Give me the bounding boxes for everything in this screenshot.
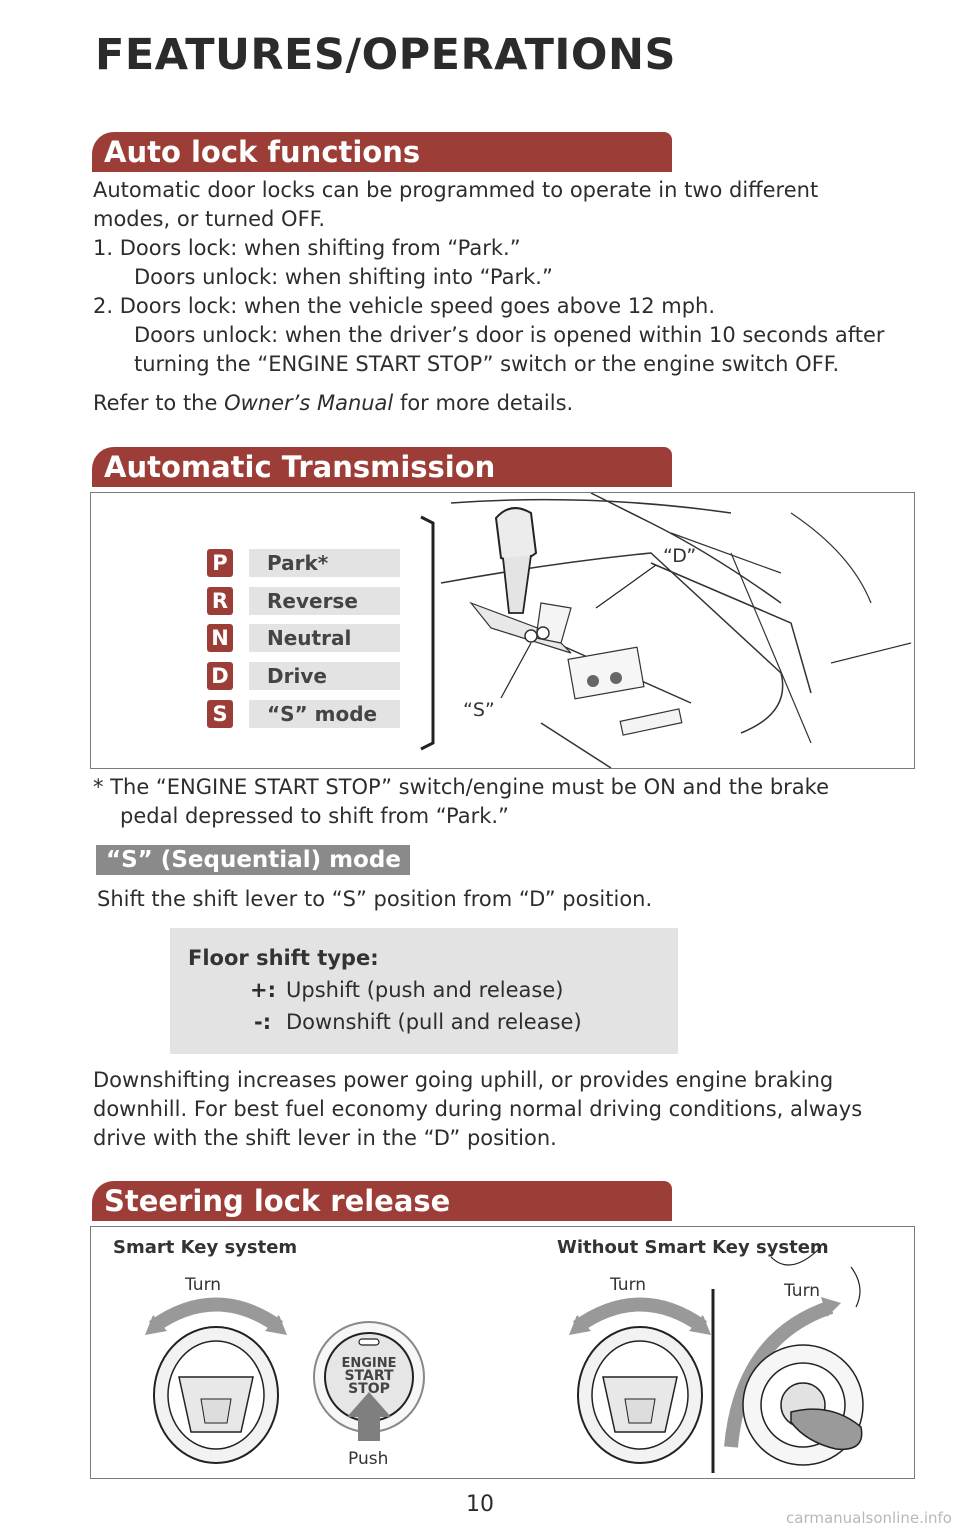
no-smart-key-label: Without Smart Key system	[557, 1237, 829, 1258]
owners-manual-ref: Owner’s Manual	[224, 391, 394, 415]
upshift-symbol: +:	[250, 978, 276, 1002]
watermark: carmanualsonline.info	[786, 1509, 952, 1527]
smart-key-label: Smart Key system	[113, 1237, 298, 1258]
gear-label-s-mode: “S” mode	[249, 700, 400, 728]
auto-lock-item1-lock: 1. Doors lock: when shifting from “Park.”	[93, 236, 521, 260]
auto-lock-item2-unlock-cont: turning the “ENGINE START STOP” switch or the engine switch OFF.	[134, 352, 840, 376]
floor-shift-title: Floor shift type:	[188, 946, 379, 970]
floor-shift-box	[170, 928, 678, 1054]
gear-letter-d: D	[207, 662, 233, 690]
auto-lock-item2-lock: 2. Doors lock: when the vehicle speed goes above 12 mph.	[93, 294, 716, 318]
transmission-footnote	[93, 773, 829, 831]
transmission-heading: Automatic Transmission	[104, 450, 496, 484]
auto-lock-intro-1: Automatic door locks can be programmed to operate in two different	[93, 178, 819, 202]
upshift-text: Upshift (push and release)	[286, 978, 564, 1002]
gear-label-park: Park*	[249, 549, 400, 577]
turn-label-3: Turn	[784, 1281, 821, 1301]
push-label: Push	[348, 1449, 389, 1469]
callout-s: “S”	[463, 699, 495, 721]
callout-d: “D”	[663, 545, 697, 567]
turn-label-1: Turn	[185, 1275, 222, 1295]
page-title: FEATURES/OPERATIONS	[95, 30, 676, 80]
gear-label-reverse: Reverse	[249, 587, 400, 615]
s-mode-instruction: Shift the shift lever to “S” position from “D” position.	[97, 887, 653, 911]
page-number: 10	[466, 1492, 494, 1517]
downshift-note-1: Downshifting increases power going uphill, or provides engine braking	[93, 1068, 834, 1092]
auto-lock-item2-unlock: Doors unlock: when the driver’s door is opened within 10 seconds after	[134, 323, 885, 347]
footnote-line-1: * The “ENGINE START STOP” switch/engine must be ON and the brake	[93, 775, 829, 799]
auto-lock-item1-unlock: Doors unlock: when shifting into “Park.”	[134, 265, 553, 289]
gear-letter-r: R	[207, 587, 233, 615]
engine-start-stop-button: ENGINE START STOP	[341, 1356, 397, 1397]
gear-label-drive: Drive	[249, 662, 400, 690]
auto-lock-banner	[92, 132, 672, 172]
auto-lock-refer: Refer to the Owner’s Manual for more details.	[93, 391, 574, 415]
downshift-symbol: -:	[254, 1010, 272, 1034]
downshift-note	[93, 1066, 862, 1153]
downshift-note-2: downhill. For best fuel economy during normal driving conditions, always	[93, 1097, 863, 1121]
steering-banner	[92, 1181, 672, 1221]
transmission-banner	[92, 447, 672, 487]
downshift-note-3: drive with the shift lever in the “D” position.	[93, 1126, 557, 1150]
steering-heading: Steering lock release	[104, 1184, 451, 1218]
gear-letter-s: S	[207, 700, 233, 728]
auto-lock-text	[93, 176, 885, 418]
s-mode-heading: “S” (Sequential) mode	[96, 845, 410, 875]
steering-figure	[90, 1226, 915, 1479]
turn-label-2: Turn	[610, 1275, 647, 1295]
steering-illustrations	[91, 1227, 914, 1478]
footnote-line-2: pedal depressed to shift from “Park.”	[120, 804, 509, 828]
gear-label-neutral: Neutral	[249, 624, 400, 652]
downshift-text: Downshift (pull and release)	[286, 1010, 582, 1034]
gear-letter-p: P	[207, 549, 233, 577]
gear-letter-n: N	[207, 624, 233, 652]
auto-lock-intro-2: modes, or turned OFF.	[93, 207, 326, 231]
auto-lock-heading: Auto lock functions	[104, 135, 421, 169]
